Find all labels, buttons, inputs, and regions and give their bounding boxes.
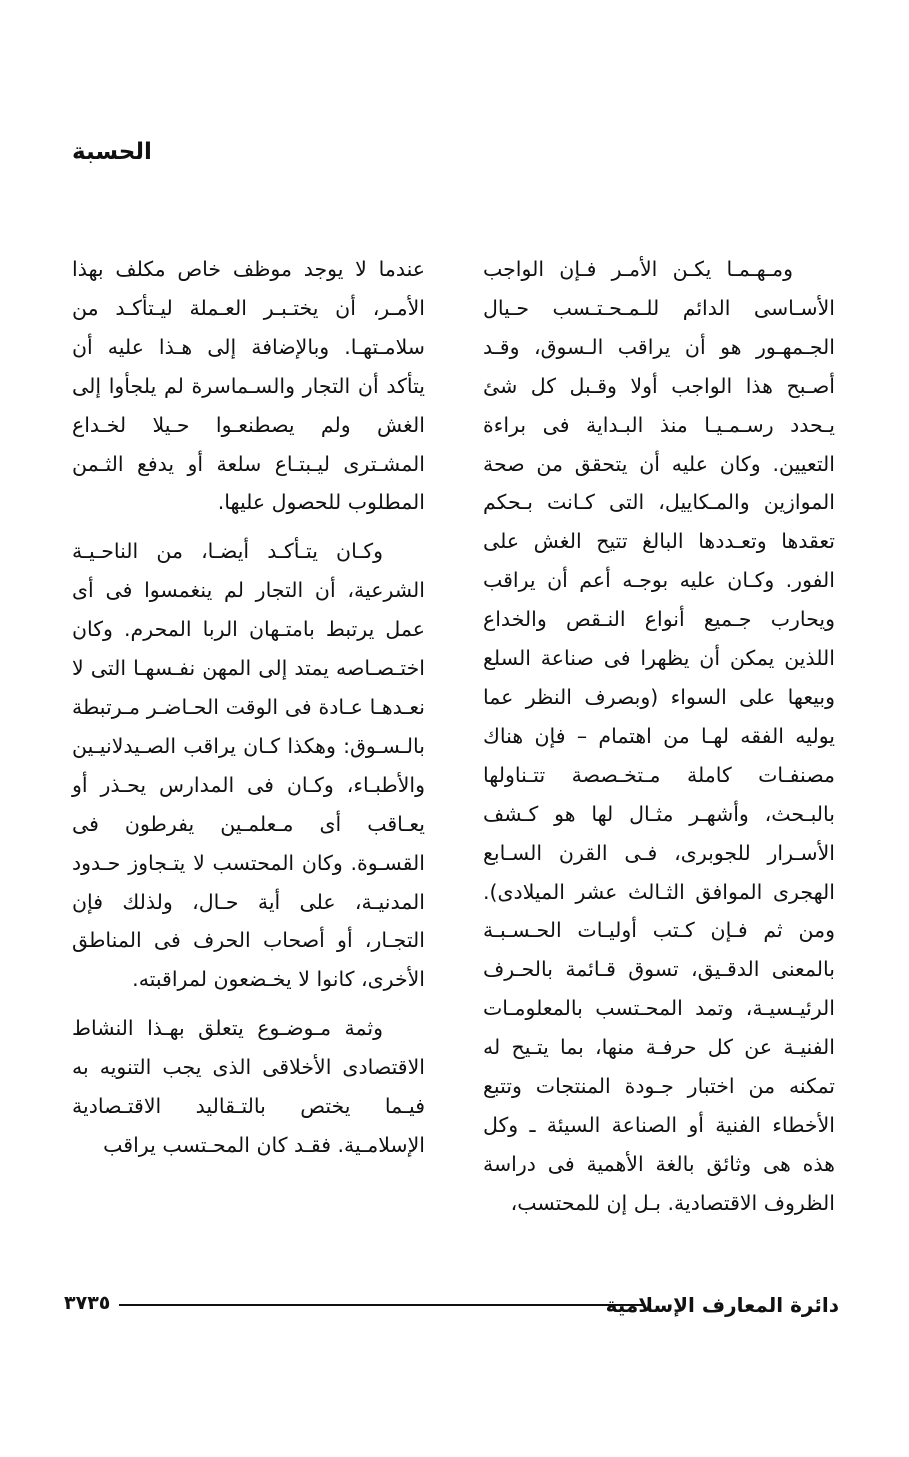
text-column-right xyxy=(483,250,835,1223)
running-header-title: الحسبة xyxy=(72,139,152,165)
footer-title: دائرة المعارف الإسلامية xyxy=(605,1293,839,1317)
page-footer xyxy=(64,1284,839,1324)
paragraph: ومـهـمـا يكـن الأمـر فـإن الواجب الأسـاسى الدائم للـمـحـتـسب حـيال الجـمهـور هو أن يراقب الـسوق، وقـد أصـبح هذا الواجب أولا وقـبل كل شئ يـحدد رسـمـيـا منذ البـداية فى براءة التعيين. وكان عليه أن يتحقق من صحة الموازين والمـكاييل، التى كـانت بـحكم تعقدها وتعـددها البالغ تتيح الغش على الفور. وكـان عليه بوجـه أعم أن يراقب ويحارب جـميع أنواع النـقص والخداع اللذين يمكن أن يظهرا فى صناعة السلع وبيعها على السواء (وبصرف النظر عما يوليه الفقه لهـا من اهتمام – فإن هناك مصنفـات كاملة مـتخـصصة تتـناولها بالبـحث، وأشهـر مثـال لها هو كـشف الأسـرار للجوبرى، فـى القرن السـابع الهجرى الموافق الثـالث عشر الميلادى). ومن ثم فـإن كـتب أوليـات الحـسـبـة بالمعنى الدقـيق، تسوق قـائمة بالحـرف الرئيـسيـة، وتمد المحـتسب بالمعلومـات الفنيـة عن كل حرفـة منها، بما يتـيح له تمكنه من اختبار جـودة المنتجات وتتبع الأخطاء الفنية أو الصناعة السيئة ـ وكل هذه هى وثائق بالغة الأهمية فى دراسة الظروف الاقتصادية. بـل إن للمحتسب، xyxy=(483,257,835,1215)
footer-divider xyxy=(119,1304,644,1306)
text-column-left xyxy=(72,250,425,1165)
paragraph: عندما لا يوجد موظف خاص مكلف بهذا الأمـر، أن يختـبـر العـملة ليـتأكـد من سلامـتهـا. وبالإضافة إلى هـذا عليه أن يتأكد أن التجار والسـماسرة لم يلجأوا إلى الغش ولم يصطنعـوا حـيلا لخـداع المشـترى ليـبتـاع سلعة أو يدفع الثـمن المطلوب للحصول عليها. xyxy=(72,257,425,515)
page-number: ٣٧٣٥ xyxy=(64,1292,111,1314)
paragraph: وثمة مـوضـوع يتعلق بهـذا النشاط الاقتصادى الأخلاقى الذى يجب التنويه به فيـما يختص بالتـقاليد الاقتـصادية الإسلامـية. فقـد كان المحـتسب يراقب xyxy=(72,1016,425,1157)
paragraph: وكـان يتـأكـد أيضـا، من الناحـيـة الشرعية، أن التجار لم ينغمسوا فى أى عمل يرتبط بامتـهان الربا المحرم. وكان اختـصـاصه يمتد إلى المهن نفـسهـا التى لا نعـدهـا عـادة فى الوقت الحـاضـر مـرتبطة بالـسـوق: وهكذا كـان يراقب الصـيدلانيـين والأطبـاء، وكـان فى المدارس يحـذر أو يعـاقب أى مـعلمـين يفرطون فى القسـوة. وكان المحتسب لا يتـجاوز حـدود المدنيـة، على أية حـال، ولذلك فإن التجـار، أو أصحاب الحرف فى المناطق الأخرى، كانوا لا يخـضعون لمراقبته. xyxy=(72,539,425,992)
